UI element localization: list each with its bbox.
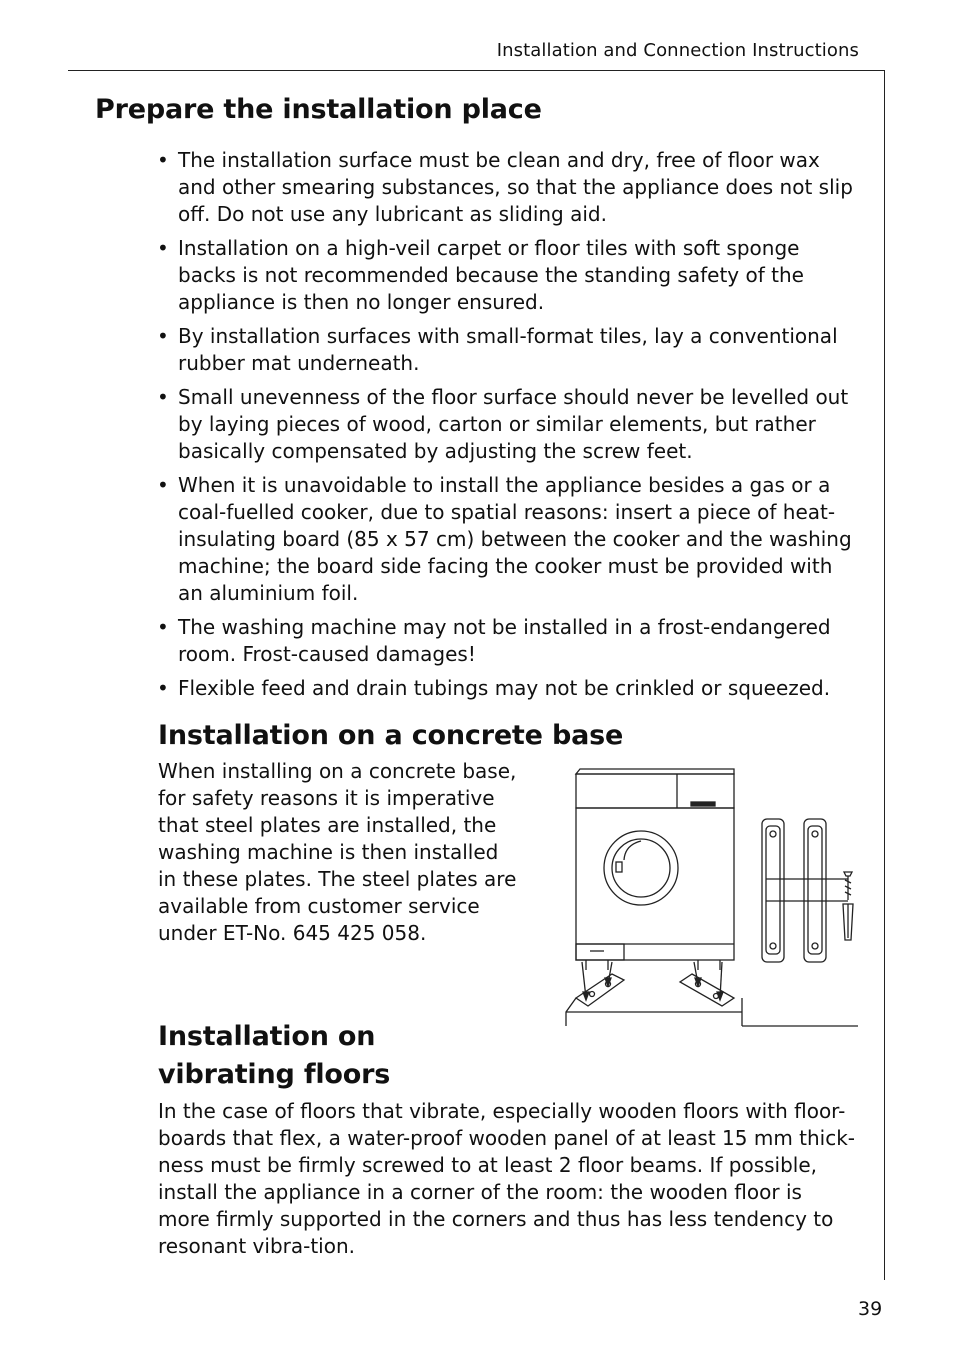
bullet-item: • The washing machine may not be installed in a frost-endangered room. Frost-caused damages! [157, 614, 857, 668]
bullet-item: • The installation surface must be clean and dry, free of floor wax and other smearing substances, so that the appliance does not slip off. Do not use any lubricant as sliding aid. [157, 147, 857, 228]
page-number: 39 [858, 1298, 883, 1320]
section-title-prepare: Prepare the installation place [95, 94, 542, 125]
running-header: Installation and Connection Instructions [496, 40, 859, 61]
bullet-item: • By installation surfaces with small-format tiles, lay a conventional rubber mat underneath. [157, 323, 857, 377]
bullet-item: • Flexible feed and drain tubings may not be crinkled or squeezed. [157, 675, 857, 702]
bullet-item: • Installation on a high-veil carpet or floor tiles with soft sponge backs is not recommended because the standing safety of the appliance is then no longer ensured. [157, 235, 857, 316]
section-title-vibrating: Installation on vibrating floors [158, 1021, 391, 1090]
concrete-body: When installing on a concrete base, for safety reasons it is imperative that steel plates are installed, the washing machine is then installed in these plates. The steel plates are available from customer service under ET-No. 645 425 058. [158, 759, 517, 945]
bullet-item: • Small unevenness of the floor surface should never be levelled out by laying pieces of wood, carton or similar elements, but rather basically compensated by adjusting the screw feet. [157, 384, 857, 465]
section-title-concrete: Installation on a concrete base [158, 720, 624, 751]
right-margin-rule [884, 70, 885, 1280]
prepare-bullet-list [157, 147, 857, 709]
vibrating-body: In the case of floors that vibrate, especially wooden floors with floor-boards that flex, a water-proof wooden panel of at least 15 mm thick-ness must be firmly screwed to at least 2 floor beams. If possible, install the appliance in a corner of the room: the wooden floor is more firmly supported in the corners and thus has less tendency to resonant vibra-tion. [158, 1099, 856, 1258]
washing-machine-on-steel-plates-illustration [562, 762, 860, 1030]
bullet-item: • When it is unavoidable to install the appliance besides a gas or a coal-fuelled cooker, due to spatial reasons: insert a piece of heat-insulating board (85 x 57 cm) between the cooker and the washing machine; the board side facing the cooker must be provided with an aluminium foil. [157, 472, 857, 607]
header-rule [68, 70, 885, 71]
